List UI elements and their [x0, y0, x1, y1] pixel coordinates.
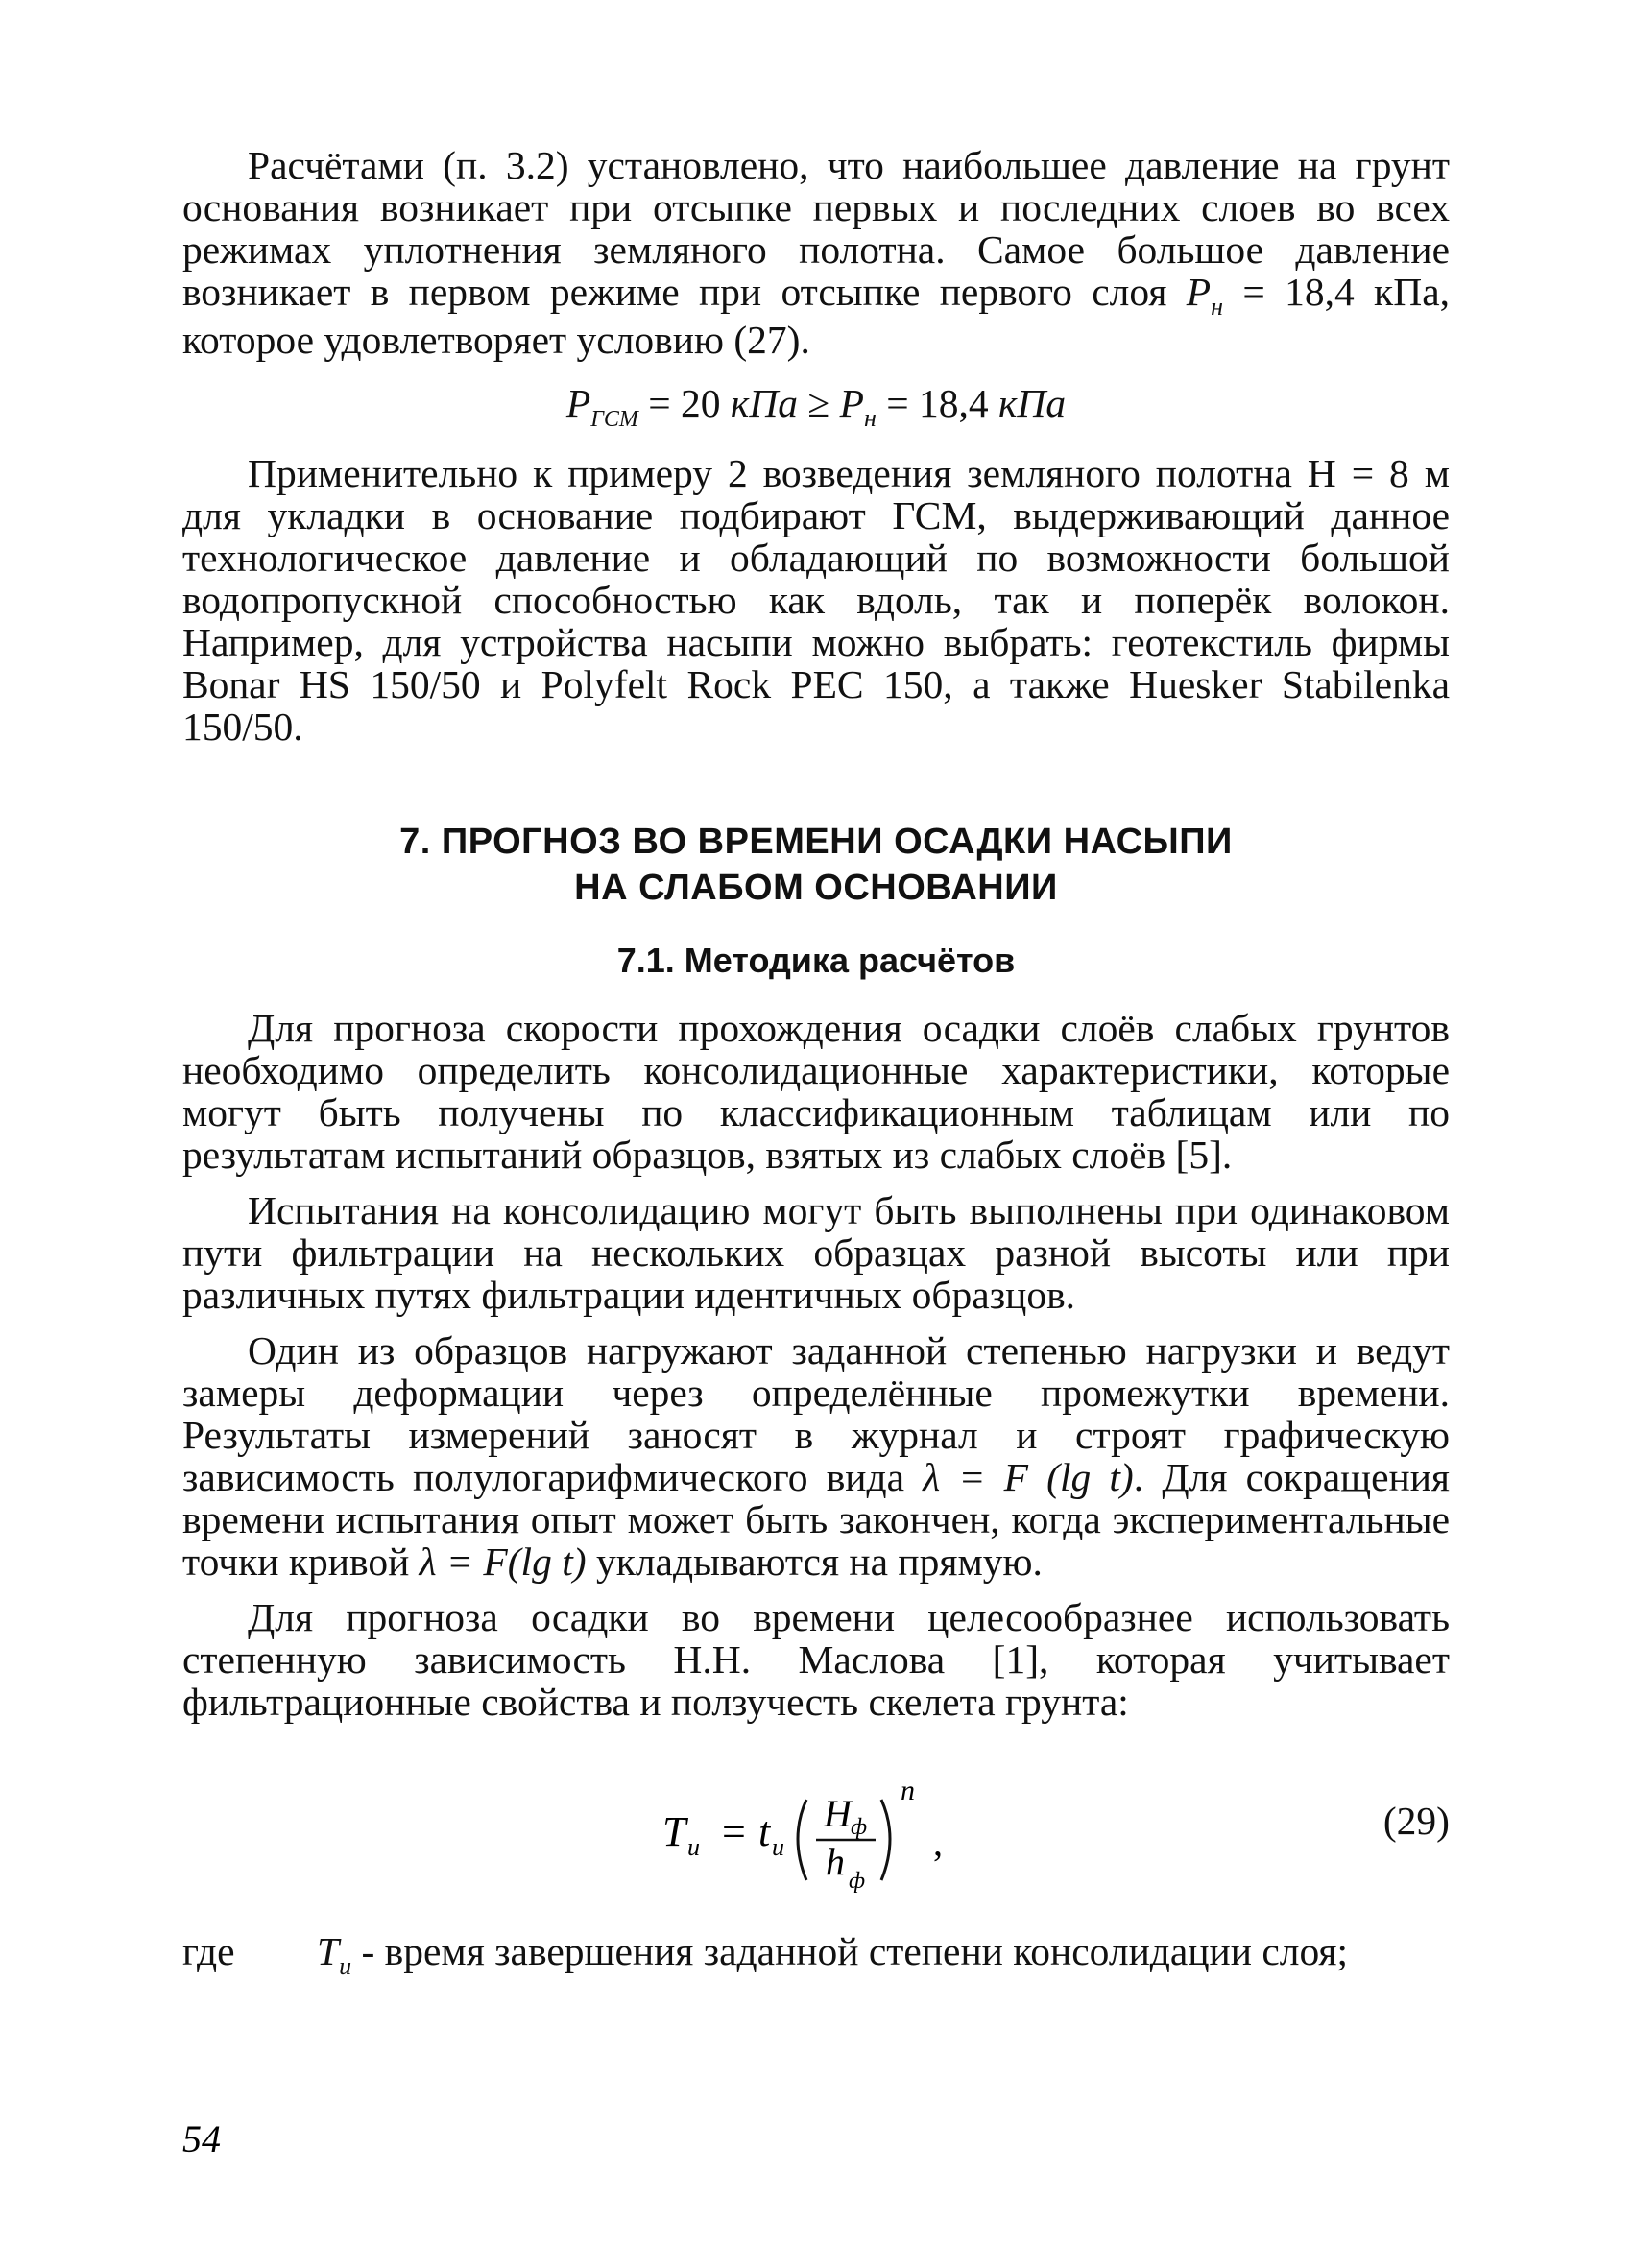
paragraph-4: Испытания на консолидацию могут быть выполнены при одинаковом пути фильтрации на нескольких образцах разной высоты или при различных путях фильтрации идентичных образцов. [182, 1188, 1450, 1317]
subsection-heading: 7.1. Методика расчётов [616, 941, 1016, 980]
eq-sign: = [722, 1808, 746, 1855]
eq-exp: n [901, 1775, 915, 1806]
paragraph-5: Один из образцов нагружают заданной степенью нагрузки и ведут замеры деформации через определённые промежутки времени. Результаты измерений заносят в журнал и строят графическую зависимость полулогарифмического вида λ = F (lg t). Для сокращения времени испытания опыт может быть закончен, когда экспериментальные точки кривой λ = F(lg t) укладываются на прямую. [182, 1328, 1451, 1584]
where-definition [182, 1930, 1450, 2017]
equation-29 [182, 1752, 1450, 1896]
paragraph-2: Применительно к примеру 2 возведения земляного полотна Н = 8 м для укладки в основание подбирают ГСМ, выдерживающий данное технологическое давление и обладающий по возможности большой водопропускной способностью как вдоль, так и поперёк волокон. Например, для устройства насыпи можно выбрать: геотекстиль фирмы Bonar HS 150/50 и Polyfelt Rock PEC 150, а также Huesker Stabilenka 150/50. [182, 451, 1450, 749]
section-heading: 7. ПРОГНОЗ ВО ВРЕМЕНИ ОСАДКИ НАСЫПИ НА СЛАБОМ ОСНОВАНИИ [399, 822, 1233, 908]
equation-formula [662, 1761, 989, 1896]
paragraph-3: Для прогноза скорости прохождения осадки слоёв слабых грунтов необходимо определить консолидационные характеристики, которые могут быть получены по классификационным таблицам или по результатам испытаний образцов, взятых из слабых слоёв [5]. [182, 1006, 1450, 1177]
eq-den-sub: ф [849, 1869, 866, 1894]
paragraph-6: Для прогноза осадки во времени целесообразнее использовать степенную зависимость Н.Н. Маслова [1], которая учитывает фильтрационные свойства и ползучесть скелета грунта: [182, 1595, 1450, 1724]
where-text: $T_и$ - время завершения заданной степени консолидации слоя; [317, 1929, 1349, 1980]
equation-number: (29) [1382, 1799, 1450, 1843]
paragraph-1: Расчётами (п. 3.2) установлено, что наибольшее давление на грунт основания возникает при отсыпке первых и последних слоев во всех режимах уплотнения земляного полотна. Самое большое давление возникает в первом режиме при отсыпке первого слоя $P_н = 18,4$ кПа, которое удовлетворяет условию (27). [182, 143, 1450, 362]
page-number: 54 [182, 2117, 221, 2161]
eq-t-sub: и [772, 1833, 784, 1861]
page-body [182, 144, 1450, 2017]
eq-lhs: T [662, 1808, 686, 1855]
right-paren [881, 1800, 890, 1880]
left-paren [798, 1800, 806, 1880]
formula-pressure: $P_{ГСМ} = 20$ кПа ≥ $P_н = 18,4$ кПа [565, 381, 1067, 432]
eq-den: h [826, 1840, 845, 1883]
eq-t: t [758, 1808, 771, 1855]
where-word: где [182, 1929, 235, 1973]
eq-lhs-sub: и [687, 1833, 700, 1861]
eq-comma: , [933, 1821, 943, 1864]
eq-num: H [824, 1792, 852, 1835]
eq-num-sub: ф [851, 1815, 868, 1840]
